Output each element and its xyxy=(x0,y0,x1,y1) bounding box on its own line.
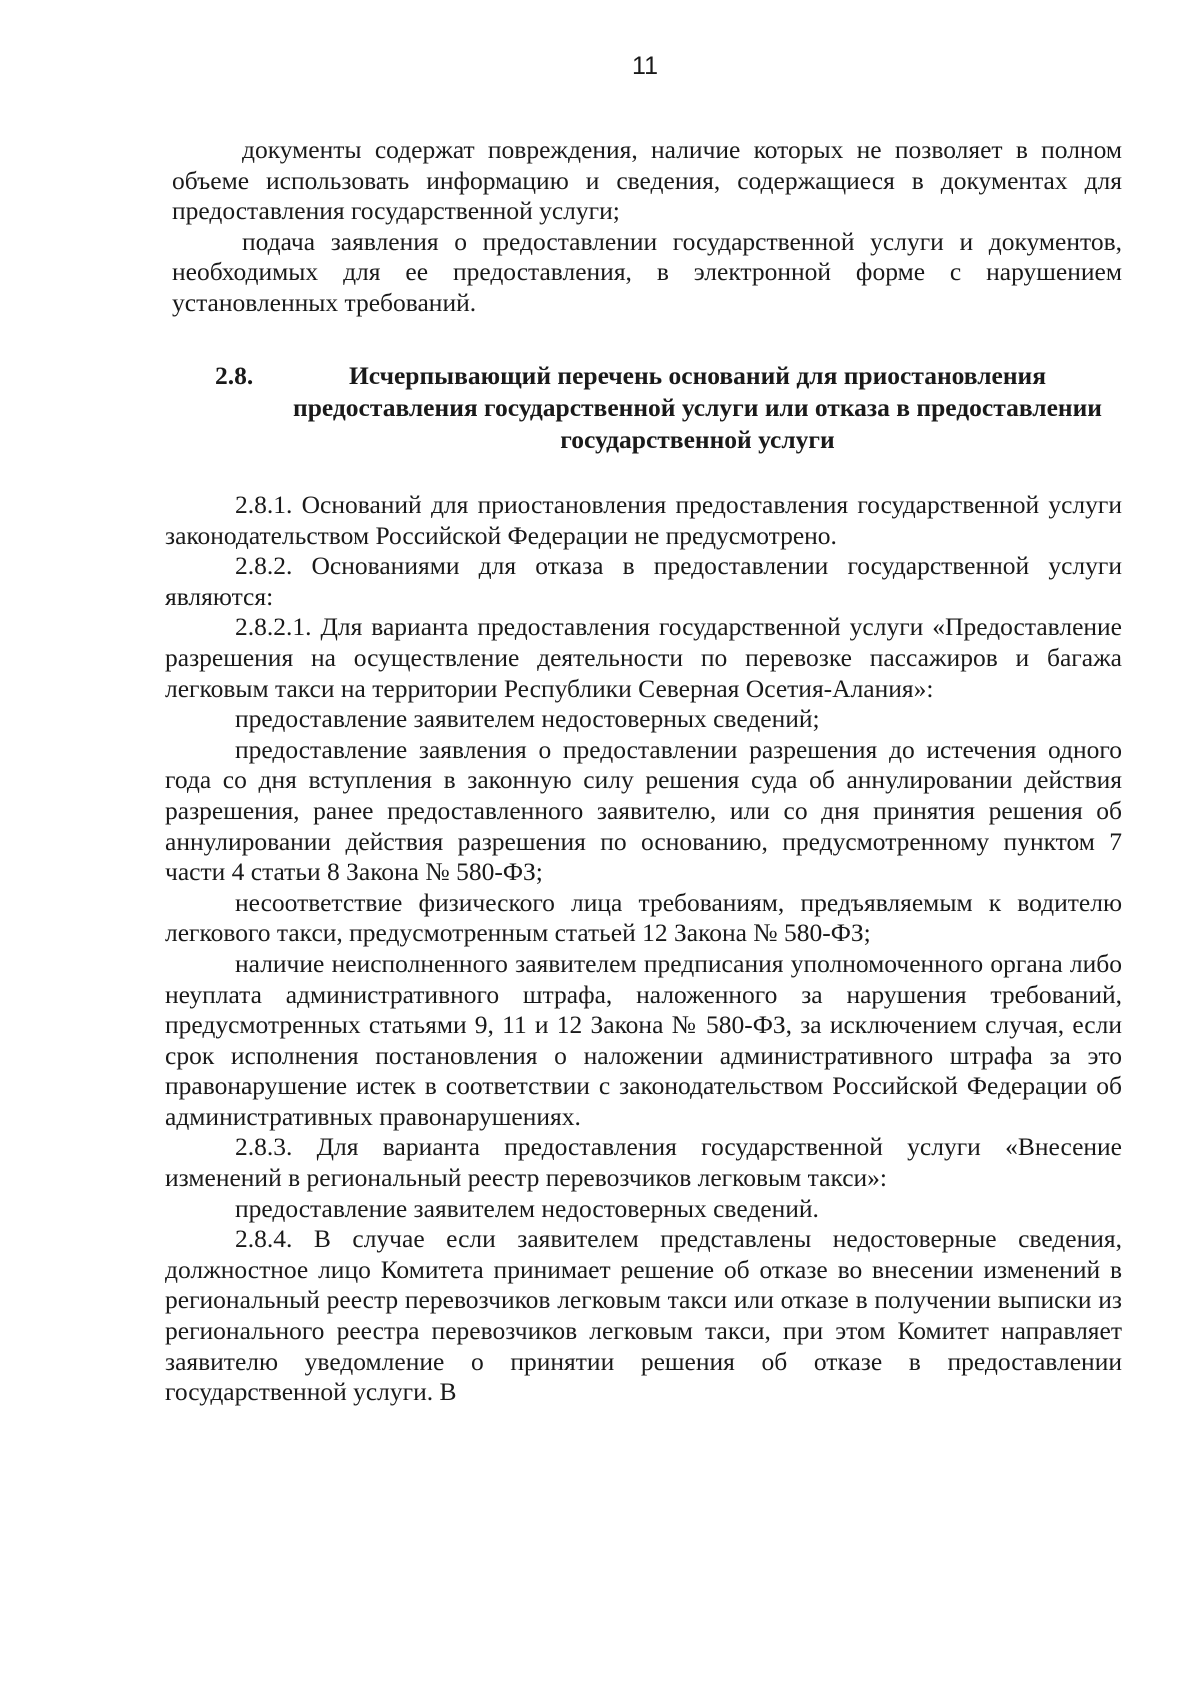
paragraph: 2.8.3. Для варианта предоставления государственной услуги «Внесение изменений в региональный реестр перевозчиков легковым такси»: xyxy=(165,1132,1122,1193)
paragraph: 2.8.2.1. Для варианта предоставления государственной услуги «Предоставление разрешения на осуществление деятельности по перевозке пассажиров и багажа легковым такси на территории Республики Северная Осетия-Алания»: xyxy=(165,612,1122,703)
paragraph: предоставление заявителем недостоверных сведений; xyxy=(235,704,820,734)
page-number: 11 xyxy=(632,52,658,80)
paragraph: предоставление заявления о предоставлении разрешения до истечения одного года со дня вступления в законную силу решения суда об аннулировании действия разрешения, ранее предоставленного заявителю, или со дня принятия решения об аннулировании действия разрешения по основанию, предусмотренному пунктом 7 части 4 статьи 8 Закона № 580-ФЗ; xyxy=(165,734,1122,887)
paragraph: 2.8.1. Оснований для приостановления предоставления государственной услуги законодательством Российской Федерации не предусмотрено. xyxy=(165,490,1122,550)
paragraph: 2.8.2. Основаниями для отказа в предоставлении государственной услуги являются: xyxy=(165,551,1122,611)
section-number: 2.8. xyxy=(215,361,254,390)
intro-text xyxy=(172,135,1122,318)
paragraph: несоответствие физического лица требованиям, предъявляемым к водителю легкового такси, предусмотренным статьей 12 Закона № 580-ФЗ; xyxy=(165,887,1122,948)
paragraph: документы содержат повреждения, наличие которых не позволяет в полном объеме использовать информацию и сведения, содержащиеся в документах для предоставления государственной услуги; xyxy=(172,135,1122,225)
paragraph: предоставление заявителем недостоверных сведений. xyxy=(235,1193,819,1223)
paragraph: наличие неисполненного заявителем предписания уполномоченного органа либо неуплата административного штрафа, наложенного за нарушения требований, предусмотренных статьями 9, 11 и 12 Закона № 580-ФЗ, за исключением случая, если срок исполнения постановления о наложении административного штрафа за это правонарушение истек в соответствии с законодательством Российской Федерации об административных правонарушениях. xyxy=(165,948,1122,1131)
section-heading xyxy=(215,360,1105,456)
section-title: Исчерпывающий перечень оснований для приостановления предоставления государственной услуги или отказа в предоставлении государственной услуги xyxy=(293,361,1102,454)
paragraph: 2.8.4. В случае если заявителем представлены недостоверные сведения, должностное лицо Комитета принимает решение об отказе во внесении изменений в региональный реестр перевозчиков легковым такси или отказе в получении выписки из регионального реестра перевозчиков легковым такси, при этом Комитет направляет заявителю уведомление о принятии решения об отказе в предоставлении государственной услуги. В xyxy=(165,1224,1122,1407)
paragraph: подача заявления о предоставлении государственной услуги и документов, необходимых для ее предоставления, в электронной форме с нарушением установленных требований. xyxy=(172,226,1122,317)
section-body xyxy=(165,490,1122,1408)
